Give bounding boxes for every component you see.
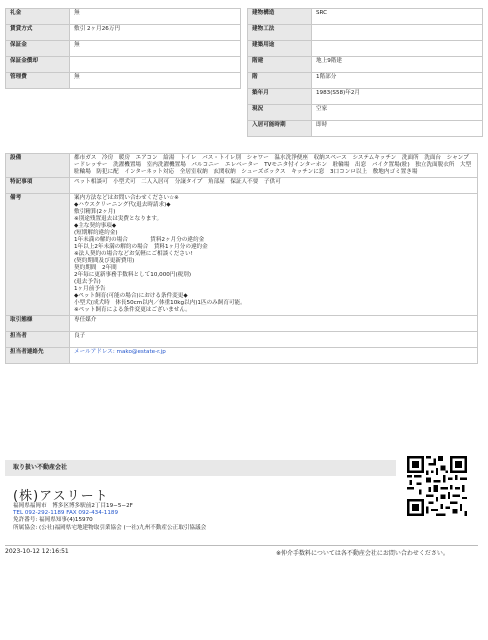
value-floor: 1階部分	[312, 73, 483, 89]
commission-note: ※仲介手数料については各不動産会社にお問い合わせください。	[276, 550, 449, 557]
details-table	[5, 153, 478, 364]
remarks-line: 案内方法などはお問い合わせください☆※	[74, 195, 179, 201]
remarks-line: 1年未満の解約の場合 賃料2ヶ月分の違約金	[74, 237, 205, 243]
value-status: 空家	[312, 105, 483, 121]
remarks-block	[70, 194, 478, 316]
value-construction-method	[312, 25, 483, 41]
label-floors: 階建	[248, 57, 312, 73]
remarks-line: 小型犬(成犬時 体長50cm以内／体重10kg以内)1匹のみ飼育可能。	[74, 300, 246, 306]
label-reikin: 礼金	[6, 9, 70, 25]
value-staff: 良子	[70, 332, 478, 348]
label-equipment: 設備	[6, 154, 70, 178]
value-structure: SRC	[312, 9, 483, 25]
remarks-line: 契約期間 2年間	[74, 265, 117, 271]
remarks-line: ◆ハウスクリーニング代(退去時請求)◆	[74, 202, 171, 208]
remarks-line: (退去予告)	[74, 279, 101, 285]
value-move-in: 即時	[312, 121, 483, 137]
remarks-line: 1年以上2年未満の解約の場合 賃料1ヶ月分の違約金	[74, 244, 208, 250]
remarks-line: (短期解約違約金)	[74, 230, 118, 236]
value-transaction-type: 専任媒介	[70, 316, 478, 332]
label-construction-method: 建物工法	[248, 25, 312, 41]
remarks-line: ※ペット飼育による条件変更はございません。	[74, 307, 191, 313]
value-building-use	[312, 41, 483, 57]
print-timestamp: 2023-10-12 12:16:51	[5, 548, 69, 555]
label-staff-contact: 担当者連絡先	[6, 348, 70, 364]
label-hoshokin-shokyaku: 保証金償却	[6, 57, 70, 73]
label-status: 現況	[248, 105, 312, 121]
remarks-line: 1ヶ月前予告	[74, 286, 106, 292]
remarks-line: (契約期間及び更新費用)	[74, 258, 135, 264]
qr-code-icon	[407, 456, 467, 516]
dealer-details	[13, 503, 206, 532]
remarks-line: 2年毎に更新事務手数料として10,000円(税別)	[74, 272, 191, 278]
dealer-association: 所属協会: (公社)福岡県宅地建物取引業協会 (一社)九州不動産公正取引協議会	[13, 524, 207, 531]
value-reikin: 無	[70, 9, 241, 25]
label-chintai-houshiki: 賃貸方式	[6, 25, 70, 41]
value-floors: 地上9階建	[312, 57, 483, 73]
label-hoshokin: 保証金	[6, 41, 70, 57]
value-built: 1983(S58)年2月	[312, 89, 483, 105]
building-info-table	[247, 8, 483, 137]
value-chintai-houshiki: 敷引 2ヶ月26万円	[70, 25, 241, 41]
label-building-use: 建築用途	[248, 41, 312, 57]
remarks-line: 敷引精算(2ヶ月)	[74, 209, 116, 215]
dealer-section-header: 取り扱い不動産会社	[5, 460, 396, 476]
label-staff: 担当者	[6, 332, 70, 348]
remarks-line: ◆ペット飼育(可能の場合)における条件変更◆	[74, 293, 188, 299]
value-hoshokin: 無	[70, 41, 241, 57]
label-structure: 建物構造	[248, 9, 312, 25]
label-transaction-type: 取引態様	[6, 316, 70, 332]
remarks-line: ※法人契約の場合などお気軽にご相談ください!	[74, 251, 193, 257]
label-remarks: 備考	[6, 194, 70, 316]
value-kanrihi: 無	[70, 73, 241, 89]
label-kanrihi: 管理費	[6, 73, 70, 89]
label-floor: 階	[248, 73, 312, 89]
label-built: 築年月	[248, 89, 312, 105]
remarks-line: ※別途残置退去は実費となります。	[74, 216, 163, 222]
footer-divider	[5, 545, 478, 546]
remarks-line: ◆主な契約事項◆	[74, 223, 117, 229]
label-special-notes: 特記事項	[6, 178, 70, 194]
rent-terms-table	[5, 8, 241, 89]
dealer-address: 福岡県福岡市 博多区博多駅前2丁目19−5−2F	[13, 503, 133, 509]
label-move-in: 入居可能時期	[248, 121, 312, 137]
value-equipment: 都市ガス 冷房 暖房 エアコン 給湯 トイレ バス・トイレ別 シャワー 温水洗浄便座 収納スペース システムキッチン 洗面所 洗面台 シャンプードレッサー 洗濯機置場 室内洗濯機置場 バルコニー エレベーター TVモニタ付インターホン 駐輪場 出窓 バイク置場(駐) 独立洗面脱衣所 大型駐輪場 防犯に配 インターネット対応 全居室収納 玄関収納 シューズボックス キッチンに窓 3口コンロ以上 敷地内ゴミ置き場	[70, 154, 478, 178]
dealer-license: 免許番号: 福岡県知事(4)15970	[13, 517, 93, 524]
dealer-phone[interactable]: TEL 092-292-1189 FAX 092-434-1189	[13, 510, 119, 517]
value-hoshokin-shokyaku	[70, 57, 241, 73]
staff-email-link[interactable]: メールアドレス: mako@estate-r.jp	[70, 348, 478, 364]
company-name: (株)アスリート	[13, 489, 109, 504]
value-special-notes: ペット相談可 小型犬可 二人入居可 分譲タイプ 角部屋 保証人不要 子供可	[70, 178, 478, 194]
